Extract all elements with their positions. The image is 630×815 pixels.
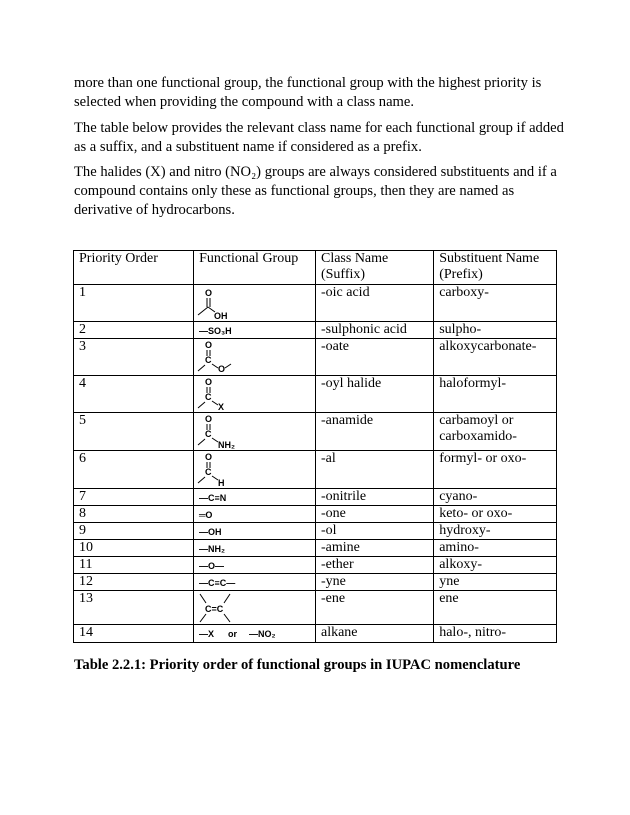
group-label: —OH bbox=[199, 527, 222, 537]
table-row bbox=[74, 574, 557, 591]
group-label: —NH₂ bbox=[199, 544, 226, 554]
atom-label: OH bbox=[214, 311, 228, 321]
substituent-name-cell: formyl- or oxo- bbox=[434, 451, 557, 489]
priority-order-cell: 4 bbox=[74, 376, 194, 413]
atom-label: X bbox=[218, 402, 225, 412]
amine-structure bbox=[194, 540, 316, 557]
substituent-name-cell: alkoxy- bbox=[434, 557, 557, 574]
substituent-name-cell: haloformyl- bbox=[434, 376, 557, 413]
atom-label: O bbox=[205, 288, 213, 298]
class-name-cell: -anamide bbox=[315, 413, 433, 451]
acyl-halide-structure bbox=[194, 376, 316, 413]
class-name-cell: -yne bbox=[315, 574, 433, 591]
class-name-cell: -sulphonic acid bbox=[315, 322, 433, 339]
header-priority-order: Priority Order bbox=[74, 251, 194, 285]
atom-label: H bbox=[218, 478, 225, 488]
priority-order-cell: 2 bbox=[74, 322, 194, 339]
header-substituent-name: Substituent Name (Prefix) bbox=[434, 251, 557, 285]
carboxylic-acid-structure bbox=[194, 285, 316, 322]
class-name-cell: -one bbox=[315, 506, 433, 523]
priority-order-cell: 14 bbox=[74, 625, 194, 643]
substituent-name-cell: ene bbox=[434, 591, 557, 625]
ester-structure bbox=[194, 339, 316, 376]
class-name-cell: -ol bbox=[315, 523, 433, 540]
sulfonic-acid-structure bbox=[194, 322, 316, 339]
priority-order-cell: 13 bbox=[74, 591, 194, 625]
group-label: —C≡N bbox=[199, 493, 227, 503]
group-label: —X bbox=[199, 629, 215, 639]
priority-order-cell: 3 bbox=[74, 339, 194, 376]
aldehyde-structure bbox=[194, 451, 316, 489]
alkene-structure bbox=[194, 591, 316, 625]
class-name-cell: -oate bbox=[315, 339, 433, 376]
atom-label: C bbox=[205, 392, 212, 402]
priority-order-cell: 1 bbox=[74, 285, 194, 322]
priority-order-cell: 7 bbox=[74, 489, 194, 506]
alkyne-structure bbox=[194, 574, 316, 591]
class-name-cell: -ether bbox=[315, 557, 433, 574]
substituent-name-cell: alkoxycarbonate- bbox=[434, 339, 557, 376]
table-row bbox=[74, 591, 557, 625]
or-label: or bbox=[228, 629, 238, 639]
substituent-name-cell: halo-, nitro- bbox=[434, 625, 557, 643]
priority-order-cell: 8 bbox=[74, 506, 194, 523]
header-functional-group: Functional Group bbox=[194, 251, 316, 285]
class-name-cell: -oyl halide bbox=[315, 376, 433, 413]
atom-label: O bbox=[205, 414, 213, 424]
alcohol-structure bbox=[194, 523, 316, 540]
group-label: —SO₃H bbox=[199, 326, 232, 336]
paragraph-continuation: more than one functional group, the functional group with the highest priority is selected when providing the compound with a class name. bbox=[74, 75, 542, 110]
priority-order-cell: 9 bbox=[74, 523, 194, 540]
atom-label: C bbox=[205, 355, 212, 365]
substituent-name-cell: amino- bbox=[434, 540, 557, 557]
substituent-name-cell: sulpho- bbox=[434, 322, 557, 339]
table-row bbox=[74, 523, 557, 540]
substituent-name-cell: carboxy- bbox=[434, 285, 557, 322]
priority-order-cell: 12 bbox=[74, 574, 194, 591]
atom-label: O bbox=[218, 364, 226, 374]
ether-structure bbox=[194, 557, 316, 574]
priority-order-cell: 6 bbox=[74, 451, 194, 489]
table-row bbox=[74, 285, 557, 322]
substituent-name-cell: cyano- bbox=[434, 489, 557, 506]
table-row bbox=[74, 506, 557, 523]
table-caption: Table 2.2.1: Priority order of functional groups in IUPAC nomenclature bbox=[74, 657, 521, 673]
substituent-name-cell: hydroxy- bbox=[434, 523, 557, 540]
priority-table bbox=[73, 250, 557, 643]
halide-nitro-structure bbox=[194, 625, 316, 643]
group-label: —NO₂ bbox=[249, 629, 276, 639]
class-name-cell: -ene bbox=[315, 591, 433, 625]
table-row bbox=[74, 376, 557, 413]
table-row bbox=[74, 557, 557, 574]
atom-label: O bbox=[205, 340, 213, 350]
substituent-name-cell: yne bbox=[434, 574, 557, 591]
table-row bbox=[74, 339, 557, 376]
group-label: —O— bbox=[199, 561, 225, 571]
header-class-name: Class Name (Suffix) bbox=[315, 251, 433, 285]
amide-structure bbox=[194, 413, 316, 451]
substituent-name-cell: keto- or oxo- bbox=[434, 506, 557, 523]
group-label: C=C bbox=[205, 604, 224, 614]
table-row bbox=[74, 540, 557, 557]
table-row bbox=[74, 413, 557, 451]
table-row bbox=[74, 489, 557, 506]
paragraph-halides-nitro: The halides (X) and nitro (NO₂) groups are always considered substituents and if a compound contains only these as functional groups, then they are named as derivative of hydrocarbons. bbox=[74, 164, 557, 218]
class-name-cell: -onitrile bbox=[315, 489, 433, 506]
priority-order-cell: 11 bbox=[74, 557, 194, 574]
priority-order-cell: 5 bbox=[74, 413, 194, 451]
table-row bbox=[74, 451, 557, 489]
substituent-name-cell: carbamoyl or carboxamido- bbox=[434, 413, 557, 451]
atom-label: C bbox=[205, 467, 212, 477]
group-label: ═O bbox=[199, 510, 213, 520]
priority-order-cell: 10 bbox=[74, 540, 194, 557]
atom-label: C bbox=[205, 429, 212, 439]
atom-label: NH₂ bbox=[218, 440, 236, 450]
table-header-row bbox=[74, 251, 557, 285]
class-name-cell: -al bbox=[315, 451, 433, 489]
group-label: —C≡C— bbox=[199, 578, 236, 588]
class-name-cell: alkane bbox=[315, 625, 433, 643]
class-name-cell: -oic acid bbox=[315, 285, 433, 322]
class-name-cell: -amine bbox=[315, 540, 433, 557]
table-row bbox=[74, 322, 557, 339]
ketone-structure bbox=[194, 506, 316, 523]
paragraph-table-intro: The table below provides the relevant class name for each functional group if added as a suffix, and a substituent name if considered as a prefix. bbox=[74, 120, 564, 155]
atom-label: O bbox=[205, 377, 213, 387]
table-row bbox=[74, 625, 557, 643]
nitrile-structure bbox=[194, 489, 316, 506]
atom-label: O bbox=[205, 452, 213, 462]
